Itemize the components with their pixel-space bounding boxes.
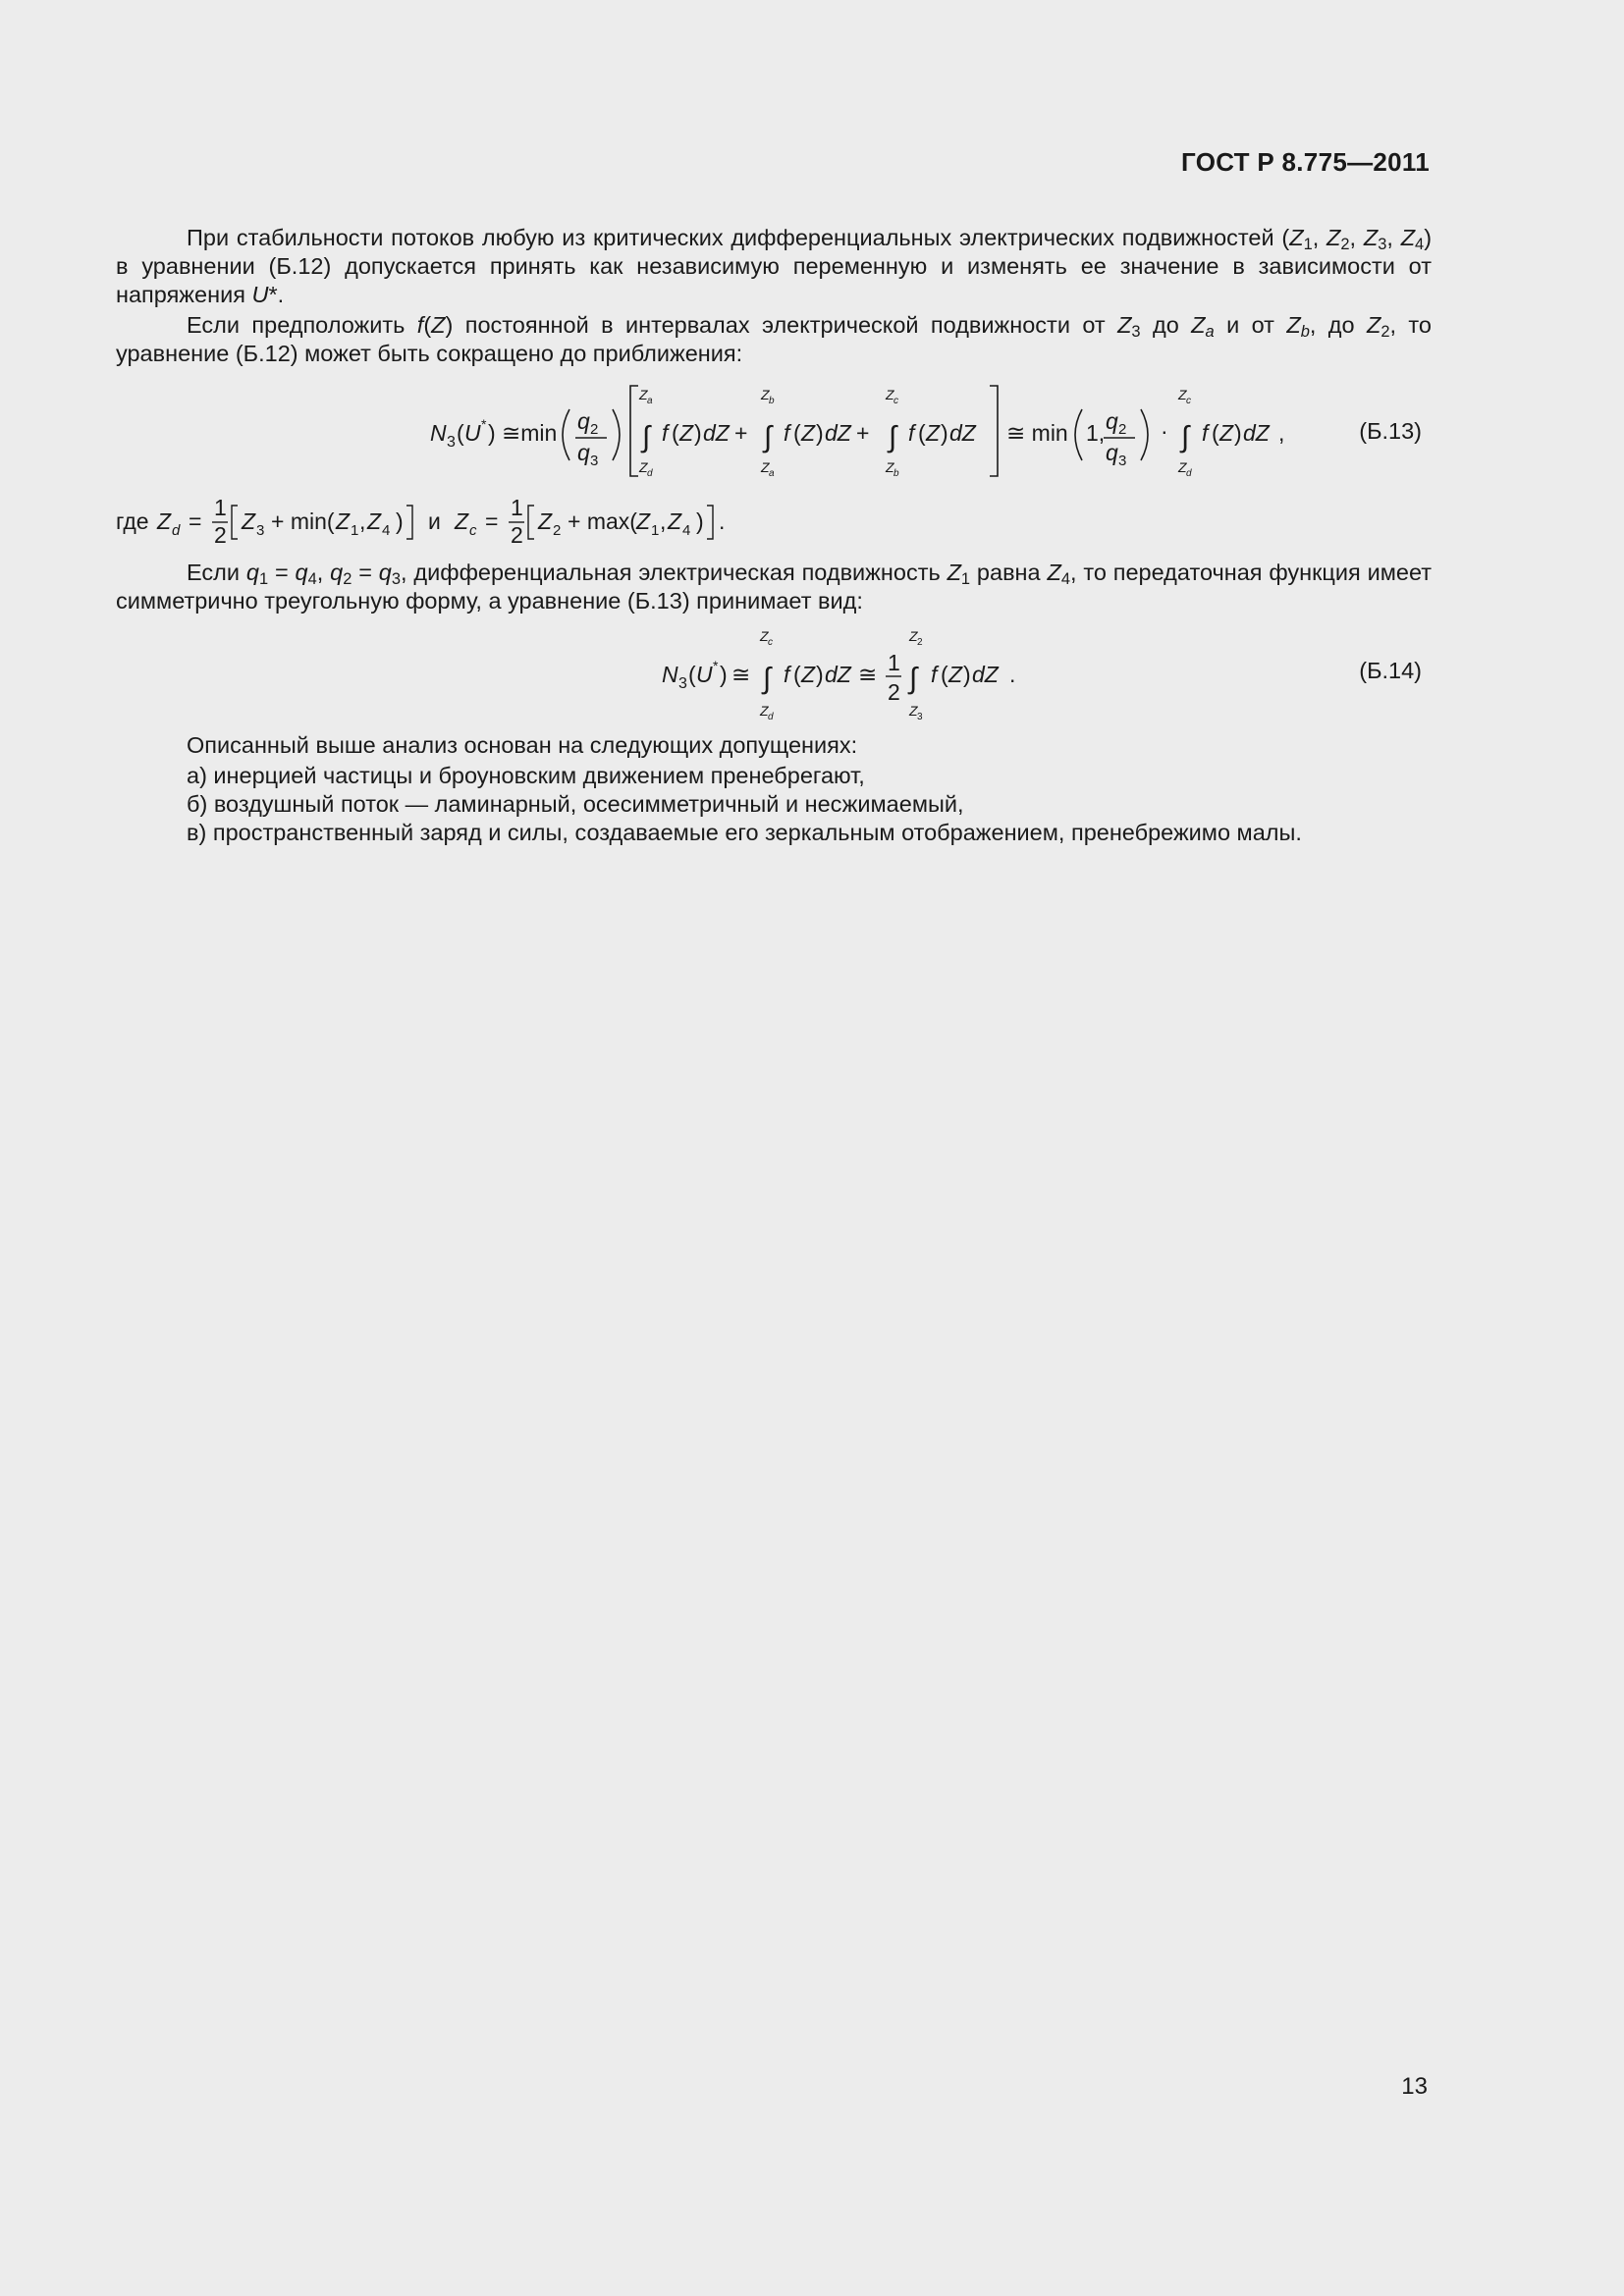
svg-text:(: ( <box>1212 420 1219 446</box>
equation-b14-formula <box>116 625 1432 723</box>
svg-text:Z: Z <box>157 508 172 534</box>
svg-text:(: ( <box>672 420 679 446</box>
svg-text:dZ: dZ <box>825 420 851 446</box>
svg-text:.: . <box>719 508 726 534</box>
body-text <box>116 224 1432 847</box>
svg-text:Z: Z <box>761 459 770 475</box>
svg-text:+: + <box>734 420 748 446</box>
svg-text:dZ: dZ <box>703 420 730 446</box>
svg-text:d: d <box>768 712 774 722</box>
svg-text:): ) <box>963 662 971 687</box>
svg-text:d: d <box>1186 468 1192 479</box>
svg-text:Z: Z <box>668 508 682 534</box>
svg-text:Z: Z <box>801 420 816 446</box>
svg-text:2: 2 <box>214 522 227 548</box>
list-item: а) инерцией частицы и броуновским движением пренебрегают, <box>187 763 865 788</box>
svg-text:1: 1 <box>651 522 660 539</box>
svg-text:f: f <box>784 662 790 687</box>
svg-text:): ) <box>1234 420 1242 446</box>
svg-text:a: a <box>647 396 653 406</box>
svg-text:(: ( <box>793 662 801 687</box>
paragraph-4: Описанный выше анализ основан на следующих допущениях: <box>187 732 858 758</box>
where-prefix: где <box>116 508 149 534</box>
svg-text:=: = <box>189 508 202 534</box>
svg-text:4: 4 <box>682 522 691 539</box>
svg-text:N: N <box>662 662 678 687</box>
svg-text:+: + <box>856 420 870 446</box>
svg-text:f: f <box>908 420 915 446</box>
svg-text:(: ( <box>941 662 948 687</box>
equation-b14 <box>116 625 1432 723</box>
svg-text:): ) <box>696 508 704 534</box>
svg-text:U: U <box>696 662 713 687</box>
svg-text:.: . <box>1009 662 1016 687</box>
svg-text:(: ( <box>457 420 464 446</box>
svg-text:2: 2 <box>917 637 923 648</box>
svg-text:4: 4 <box>382 522 391 539</box>
svg-text:Z: Z <box>926 420 941 446</box>
svg-text:,: , <box>1278 420 1285 446</box>
svg-text:Z: Z <box>886 459 894 475</box>
svg-text:≅: ≅ <box>858 662 878 687</box>
svg-text:f: f <box>931 662 938 687</box>
svg-text:): ) <box>941 420 948 446</box>
svg-text:Z: Z <box>1178 387 1187 402</box>
svg-text:): ) <box>816 420 824 446</box>
list-item: в) пространственный заряд и силы, создаваемые его зеркальным отображением, пренебрежимо малы. <box>187 820 1302 845</box>
equation-number-b13: (Б.13) <box>1359 418 1422 444</box>
svg-text:a: a <box>769 468 775 479</box>
svg-text:(: ( <box>688 662 696 687</box>
svg-text:3: 3 <box>1118 453 1127 469</box>
svg-text:Z: Z <box>636 508 651 534</box>
svg-text:∫: ∫ <box>763 663 772 695</box>
svg-text:N: N <box>430 420 447 446</box>
svg-text:3: 3 <box>447 434 456 451</box>
svg-text:Z: Z <box>761 387 770 402</box>
where-clause <box>116 494 1432 551</box>
svg-text:dZ: dZ <box>972 662 999 687</box>
paragraph-3: Если $q_1 = q_4$, $q_2 = q_3$, дифференциальная электрическая подвижность $Z_1$ равна $Z_4$, то передаточная функция имеет симметрично треугольную форму, а уравнение (Б.13) принимает вид: <box>116 560 1432 614</box>
svg-text:2: 2 <box>553 522 562 539</box>
svg-text:Z: Z <box>455 508 469 534</box>
svg-text:1,: 1, <box>1086 420 1106 446</box>
svg-text:c: c <box>1186 396 1191 406</box>
svg-text:d: d <box>172 522 181 539</box>
svg-text:Z: Z <box>242 508 256 534</box>
svg-text:∫: ∫ <box>909 663 918 695</box>
svg-text:q: q <box>1106 440 1118 465</box>
svg-text:Z: Z <box>538 508 553 534</box>
svg-text:Z: Z <box>1178 459 1187 475</box>
svg-text:Z: Z <box>760 628 769 644</box>
document-id: ГОСТ Р 8.775—2011 <box>1181 147 1430 177</box>
svg-text:): ) <box>488 420 496 446</box>
svg-text:∫: ∫ <box>764 421 773 454</box>
svg-text:2: 2 <box>511 522 523 548</box>
svg-text:Z: Z <box>336 508 351 534</box>
svg-text:q: q <box>577 408 590 434</box>
svg-text:,: , <box>660 508 667 534</box>
svg-text:≅ min: ≅ min <box>1006 420 1068 446</box>
paragraph-1: При стабильности потоков любую из критических дифференциальных электрических подвижностей ($Z_1$, $Z_2$, $Z_3$, $Z_4$) в уравнении (Б.12) допускается принять как независимую переменную и изменять ее значение в зависимости от напряжения U*. <box>116 225 1433 307</box>
svg-text:): ) <box>396 508 404 534</box>
svg-text:1: 1 <box>511 495 523 520</box>
svg-text:∫: ∫ <box>642 421 651 454</box>
svg-text:q: q <box>577 440 590 465</box>
svg-text:(: ( <box>918 420 926 446</box>
svg-text:+ min(: + min( <box>271 508 335 534</box>
svg-text:f: f <box>784 420 790 446</box>
svg-text:Z: Z <box>679 420 694 446</box>
svg-text:Z: Z <box>886 387 894 402</box>
svg-text:*: * <box>481 416 487 432</box>
svg-text:2: 2 <box>590 421 599 438</box>
svg-text:2: 2 <box>1118 421 1127 438</box>
svg-text:Z: Z <box>909 628 918 644</box>
svg-text:dZ: dZ <box>949 420 976 446</box>
svg-text:*: * <box>713 658 719 673</box>
svg-text:·: · <box>1161 418 1168 444</box>
svg-text:3: 3 <box>917 712 923 722</box>
svg-text:3: 3 <box>678 675 687 692</box>
where-formula <box>116 494 901 551</box>
svg-text:∫: ∫ <box>1181 421 1190 454</box>
svg-text:1: 1 <box>214 495 227 520</box>
svg-text:,: , <box>359 508 366 534</box>
svg-text:Z: Z <box>948 662 963 687</box>
paragraph-2: Если предположить f(Z) постоянной в интервалах электрической подвижности от $Z_3$ до $Z_a$ и от $Z_b$, до $Z_2$, то уравнение (Б.12) может быть сокращено до приближения: <box>116 312 1432 366</box>
svg-text:Z: Z <box>639 387 648 402</box>
equation-b13-formula <box>116 378 1432 486</box>
svg-text:f: f <box>662 420 669 446</box>
svg-text:2: 2 <box>888 679 900 705</box>
svg-text:c: c <box>893 396 898 406</box>
svg-text:f: f <box>1202 420 1209 446</box>
svg-text:Z: Z <box>760 703 769 719</box>
svg-text:1: 1 <box>888 650 900 675</box>
svg-text:c: c <box>768 637 773 648</box>
where-and: и <box>428 508 441 534</box>
svg-text:dZ: dZ <box>825 662 851 687</box>
svg-text:Z: Z <box>801 662 816 687</box>
svg-text:): ) <box>816 662 824 687</box>
svg-text:∫: ∫ <box>889 421 897 454</box>
svg-text:=: = <box>485 508 499 534</box>
svg-text:Z: Z <box>909 703 918 719</box>
svg-text:q: q <box>1106 408 1118 434</box>
svg-text:1: 1 <box>351 522 359 539</box>
svg-text:+ max(: + max( <box>568 508 637 534</box>
list-item: б) воздушный поток — ламинарный, осесимметричный и несжимаемый, <box>187 791 964 817</box>
svg-text:3: 3 <box>590 453 599 469</box>
svg-text:Z: Z <box>639 459 648 475</box>
equation-b13 <box>116 378 1432 486</box>
svg-text:): ) <box>720 662 728 687</box>
svg-text:3: 3 <box>256 522 265 539</box>
svg-text:d: d <box>647 468 653 479</box>
svg-text:b: b <box>769 396 775 406</box>
svg-text:): ) <box>694 420 702 446</box>
svg-text:Z: Z <box>1219 420 1234 446</box>
svg-text:Z: Z <box>367 508 382 534</box>
svg-text:dZ: dZ <box>1243 420 1270 446</box>
page-number: 13 <box>1401 2073 1428 2100</box>
svg-text:U: U <box>464 420 481 446</box>
svg-text:b: b <box>893 468 899 479</box>
svg-text:≅min: ≅min <box>502 420 558 446</box>
svg-text:(: ( <box>793 420 801 446</box>
equation-number-b14: (Б.14) <box>1359 658 1422 683</box>
svg-text:c: c <box>469 522 477 539</box>
svg-text:≅: ≅ <box>731 662 751 687</box>
